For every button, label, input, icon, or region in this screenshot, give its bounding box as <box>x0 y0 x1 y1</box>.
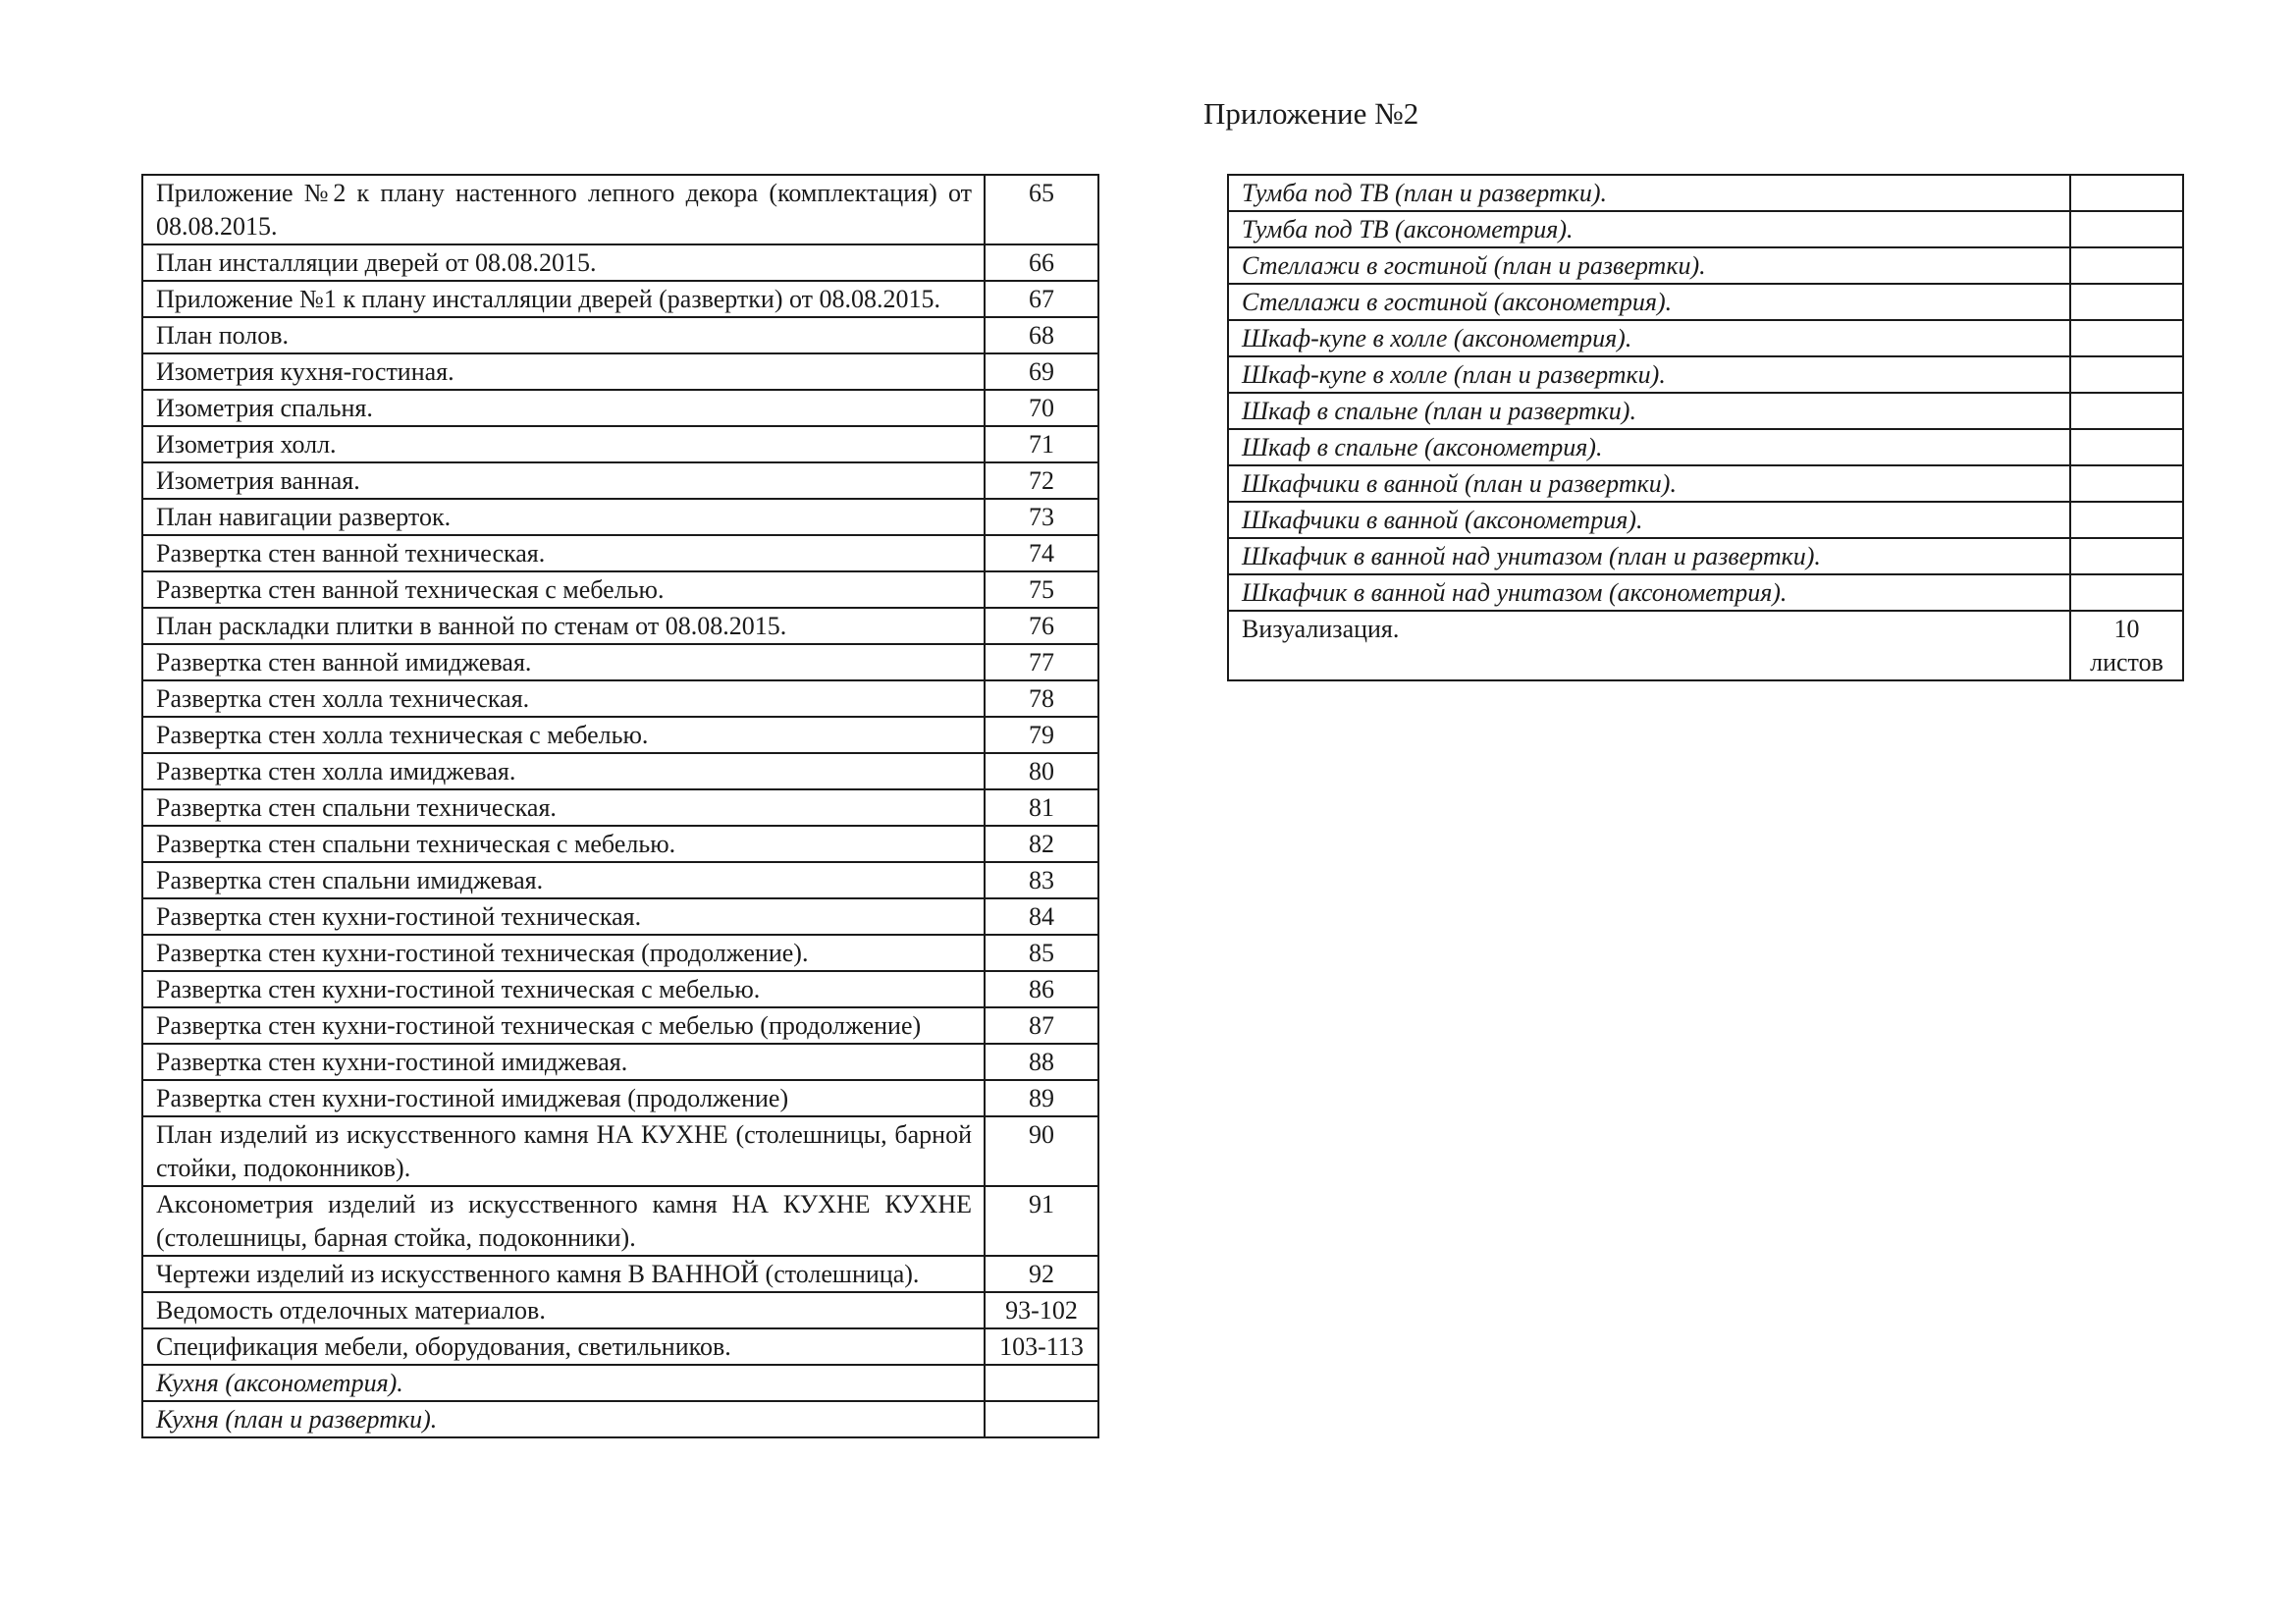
row-page-number <box>2070 284 2183 320</box>
table-row <box>142 244 1098 281</box>
row-page-number <box>2070 538 2183 574</box>
row-page-number <box>2070 247 2183 284</box>
table-row <box>1228 574 2183 611</box>
row-page-number: 93-102 <box>985 1292 1098 1328</box>
table-row <box>1228 393 2183 429</box>
row-title: Изометрия спальня. <box>142 390 985 426</box>
table-row <box>142 1328 1098 1365</box>
row-page-number: 87 <box>985 1007 1098 1044</box>
row-page-number <box>2070 211 2183 247</box>
row-page-number: 88 <box>985 1044 1098 1080</box>
row-title: План навигации разверток. <box>142 499 985 535</box>
row-page-number <box>985 1401 1098 1437</box>
table-row <box>1228 320 2183 356</box>
row-page-number: 84 <box>985 898 1098 935</box>
row-page-number: 66 <box>985 244 1098 281</box>
row-title: Приложение №2 к плану настенного лепного декора (комплектация) от 08.08.2015. <box>142 175 985 244</box>
row-page-number: 75 <box>985 571 1098 608</box>
row-page-number: 68 <box>985 317 1098 353</box>
row-title: Развертка стен спальни техническая с мебелью. <box>142 826 985 862</box>
row-page-number: 78 <box>985 680 1098 717</box>
row-title: Шкаф-купе в холле (аксонометрия). <box>1228 320 2070 356</box>
row-page-number <box>2070 502 2183 538</box>
row-title: Визуализация. <box>1228 611 2070 680</box>
row-title: План инсталляции дверей от 08.08.2015. <box>142 244 985 281</box>
row-page-number: 89 <box>985 1080 1098 1116</box>
table-row <box>142 680 1098 717</box>
table-row <box>142 971 1098 1007</box>
row-page-number <box>2070 429 2183 465</box>
page-heading: Приложение №2 <box>1203 96 1419 131</box>
row-title: Шкаф в спальне (план и развертки). <box>1228 393 2070 429</box>
row-title: Чертежи изделий из искусственного камня В ВАННОЙ (столешница). <box>142 1256 985 1292</box>
row-title: Тумба под ТВ (аксонометрия). <box>1228 211 2070 247</box>
row-page-number: 70 <box>985 390 1098 426</box>
row-title: Развертка стен ванной имиджевая. <box>142 644 985 680</box>
table-row <box>142 935 1098 971</box>
table-row <box>142 390 1098 426</box>
row-title: Аксонометрия изделий из искусственного камня НА КУХНЕ КУХНЕ (столешницы, барная стойка, подоконники). <box>142 1186 985 1256</box>
row-page-number: 10 листов <box>2070 611 2183 680</box>
row-page-number: 83 <box>985 862 1098 898</box>
row-page-number: 90 <box>985 1116 1098 1186</box>
row-page-number <box>2070 320 2183 356</box>
row-page-number: 103-113 <box>985 1328 1098 1365</box>
row-page-number <box>2070 574 2183 611</box>
table-row <box>142 1044 1098 1080</box>
table-row <box>142 535 1098 571</box>
row-title: Стеллажи в гостиной (аксонометрия). <box>1228 284 2070 320</box>
contents-table-left <box>141 174 1099 1438</box>
row-title: Развертка стен холла техническая. <box>142 680 985 717</box>
row-page-number: 85 <box>985 935 1098 971</box>
row-title: План полов. <box>142 317 985 353</box>
row-page-number: 65 <box>985 175 1098 244</box>
table-row <box>142 1116 1098 1186</box>
table-row <box>142 862 1098 898</box>
row-page-number: 77 <box>985 644 1098 680</box>
row-title: Шкафчик в ванной над унитазом (аксонометрия). <box>1228 574 2070 611</box>
table-row <box>142 644 1098 680</box>
row-title: Развертка стен холла имиджевая. <box>142 753 985 789</box>
table-row <box>142 571 1098 608</box>
row-page-number <box>2070 393 2183 429</box>
contents-table-right-body <box>1228 175 2183 680</box>
table-row <box>142 1401 1098 1437</box>
row-title: Изометрия ванная. <box>142 462 985 499</box>
row-title: Шкаф в спальне (аксонометрия). <box>1228 429 2070 465</box>
row-title: Шкафчик в ванной над унитазом (план и развертки). <box>1228 538 2070 574</box>
table-row <box>142 353 1098 390</box>
table-row <box>1228 284 2183 320</box>
row-title: Развертка стен ванной техническая. <box>142 535 985 571</box>
table-row <box>142 1007 1098 1044</box>
row-page-number: 82 <box>985 826 1098 862</box>
table-row <box>142 1256 1098 1292</box>
table-row <box>1228 175 2183 211</box>
table-row <box>1228 211 2183 247</box>
row-page-number: 81 <box>985 789 1098 826</box>
row-title: Развертка стен кухни-гостиной имиджевая. <box>142 1044 985 1080</box>
table-row <box>142 717 1098 753</box>
row-page-number: 73 <box>985 499 1098 535</box>
table-row <box>1228 611 2183 680</box>
row-title: Ведомость отделочных материалов. <box>142 1292 985 1328</box>
row-title: Шкафчики в ванной (план и развертки). <box>1228 465 2070 502</box>
row-title: Тумба под ТВ (план и развертки). <box>1228 175 2070 211</box>
row-page-number: 67 <box>985 281 1098 317</box>
table-row <box>142 753 1098 789</box>
row-title: Развертка стен спальни техническая. <box>142 789 985 826</box>
table-row <box>1228 429 2183 465</box>
row-title: Шкафчики в ванной (аксонометрия). <box>1228 502 2070 538</box>
row-page-number: 71 <box>985 426 1098 462</box>
row-page-number: 74 <box>985 535 1098 571</box>
row-title: Кухня (аксонометрия). <box>142 1365 985 1401</box>
table-row <box>1228 538 2183 574</box>
row-title: Изометрия кухня-гостиная. <box>142 353 985 390</box>
table-row <box>142 826 1098 862</box>
table-row <box>142 499 1098 535</box>
table-row <box>1228 356 2183 393</box>
row-title: Развертка стен кухни-гостиной техническая. <box>142 898 985 935</box>
table-row <box>142 426 1098 462</box>
row-title: Спецификация мебели, оборудования, светильников. <box>142 1328 985 1365</box>
table-row <box>142 462 1098 499</box>
row-title: Развертка стен холла техническая с мебелью. <box>142 717 985 753</box>
table-row <box>142 608 1098 644</box>
table-row <box>1228 502 2183 538</box>
table-row <box>142 1292 1098 1328</box>
row-page-number <box>2070 465 2183 502</box>
row-page-number: 86 <box>985 971 1098 1007</box>
row-title: Приложение №1 к плану инсталляции дверей (развертки) от 08.08.2015. <box>142 281 985 317</box>
table-row <box>142 175 1098 244</box>
contents-table-left-body <box>142 175 1098 1437</box>
row-title: Развертка стен кухни-гостиной техническая с мебелью (продолжение) <box>142 1007 985 1044</box>
row-title: Развертка стен кухни-гостиной техническая с мебелью. <box>142 971 985 1007</box>
table-row <box>142 1186 1098 1256</box>
row-title: Развертка стен спальни имиджевая. <box>142 862 985 898</box>
table-row <box>1228 465 2183 502</box>
row-page-number <box>2070 175 2183 211</box>
row-title: План изделий из искусственного камня НА КУХНЕ (столешницы, барной стойки, подоконников). <box>142 1116 985 1186</box>
row-page-number: 79 <box>985 717 1098 753</box>
row-page-number: 80 <box>985 753 1098 789</box>
table-row <box>142 1365 1098 1401</box>
row-page-number: 91 <box>985 1186 1098 1256</box>
table-row <box>142 317 1098 353</box>
row-title: Развертка стен кухни-гостиной техническая (продолжение). <box>142 935 985 971</box>
row-title: Шкаф-купе в холле (план и развертки). <box>1228 356 2070 393</box>
row-page-number: 69 <box>985 353 1098 390</box>
row-page-number <box>985 1365 1098 1401</box>
row-title: Кухня (план и развертки). <box>142 1401 985 1437</box>
row-title: Развертка стен кухни-гостиной имиджевая (продолжение) <box>142 1080 985 1116</box>
table-row <box>142 281 1098 317</box>
table-row <box>1228 247 2183 284</box>
row-title: План раскладки плитки в ванной по стенам от 08.08.2015. <box>142 608 985 644</box>
row-page-number: 72 <box>985 462 1098 499</box>
table-row <box>142 789 1098 826</box>
row-page-number <box>2070 356 2183 393</box>
row-page-number: 76 <box>985 608 1098 644</box>
contents-table-right <box>1227 174 2184 681</box>
row-title: Стеллажи в гостиной (план и развертки). <box>1228 247 2070 284</box>
row-title: Развертка стен ванной техническая с мебелью. <box>142 571 985 608</box>
row-page-number: 92 <box>985 1256 1098 1292</box>
table-row <box>142 1080 1098 1116</box>
table-row <box>142 898 1098 935</box>
row-title: Изометрия холл. <box>142 426 985 462</box>
